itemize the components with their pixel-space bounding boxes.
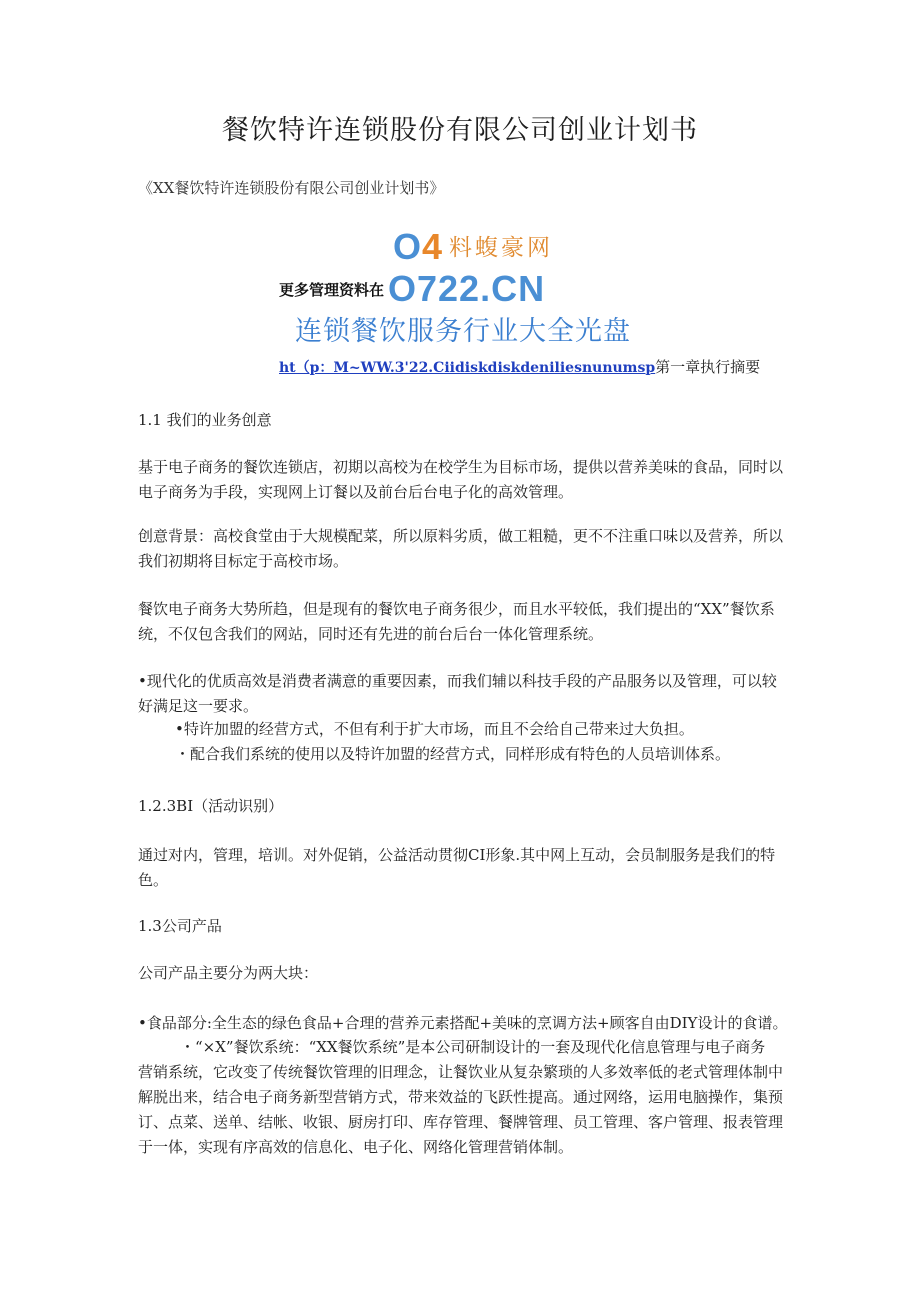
bullet-2: •特许加盟的经营方式，不但有利于扩大市场，而且不会给自己带来过大负担。 bbox=[175, 720, 694, 738]
watermark-logo bbox=[393, 226, 553, 268]
watermark-link-line bbox=[279, 356, 760, 377]
section-heading-1-3: 1.3公司产品 bbox=[138, 917, 222, 935]
site-prefix: 更多管理资料在 bbox=[279, 282, 385, 299]
bullet-3: ・配合我们系统的使用以及特许加盟的经营方式，同样形成有特色的人员培训体系。 bbox=[175, 745, 731, 763]
chapter-heading: 第一章执行摘要 bbox=[655, 358, 761, 376]
paragraph-1: 基于电子商务的餐饮连锁店，初期以高校为在校学生为目标市场，提供以营养美味的食品，同时以电子商务为手段，实现网上订餐以及前台后台电子化的高效管理。 bbox=[138, 458, 784, 501]
watermark-site-line bbox=[279, 268, 545, 310]
logo-cn-text: 料蝮豪网 bbox=[449, 235, 554, 261]
paragraph-2: 创意背景：高校食堂由于大规模配菜，所以原料劣质，做工粗糙，更不不注重口味以及营养，所以我们初期将目标定于高校市场。 bbox=[138, 527, 784, 570]
bullet-1: •现代化的优质高效是消费者满意的重要因素，而我们辅以科技手段的产品服务以及管理，可以较好满足这一要求。 bbox=[138, 672, 777, 715]
section-heading-1-1: 1.1 我们的业务创意 bbox=[138, 411, 272, 429]
document-subtitle: 《XX餐饮特许连锁股份有限公司创业计划书》 bbox=[138, 179, 445, 197]
bullet-food: •食品部分:全生态的绿色食品+合理的营养元素搭配+美味的烹调方法+顾客自由DIY设计的食谱。 bbox=[138, 1014, 788, 1032]
document-title: 餐饮特许连锁股份有限公司创业计划书 bbox=[222, 115, 698, 146]
watermark-link[interactable]: ht（p：M~WW.3'22.Ciidiskdiskdeniliesnunumsp bbox=[279, 360, 656, 376]
logo-mark: O4 bbox=[393, 226, 444, 267]
section-heading-1-2-3: 1.2.3BI（活动识别） bbox=[138, 797, 284, 815]
paragraph-4: 通过对内，管理，培训。对外促销，公益活动贯彻CI形象.其中网上互动，会员制服务是我们的特色。 bbox=[138, 846, 776, 889]
paragraph-3: 餐饮电子商务大势所趋，但是现有的餐饮电子商务很少，而且水平较低，我们提出的“XX”餐饮系统，不仅包含我们的网站，同时还有先进的前台后台一体化管理系统。 bbox=[138, 600, 775, 643]
bullet-system-line1: ・“×X”餐饮系统：“XX餐饮系统”是本公司研制设计的一套及现代化信息管理与电子商务 bbox=[180, 1038, 766, 1056]
site-name: O722.CN bbox=[388, 268, 546, 309]
paragraph-5: 公司产品主要分为两大块： bbox=[138, 964, 319, 982]
watermark-slogan: 连锁餐饮服务行业大全光盘 bbox=[295, 316, 631, 347]
bullet-system-rest: 营销系统，它改变了传统餐饮管理的旧理念，让餐饮业从复杂繁琐的人多效率低的老式管理体制中解脱出来，结合电子商务新型营销方式，带来效益的飞跃性提高。通过网络，运用电脑操作，集预订、点菜、送单、结帐、收银、厨房打印、库存管理、餐牌管理、员工管理、客户管理、报表管理于一体，实现有序高效的信息化、电子化、网络化管理营销体制。 bbox=[138, 1063, 784, 1156]
